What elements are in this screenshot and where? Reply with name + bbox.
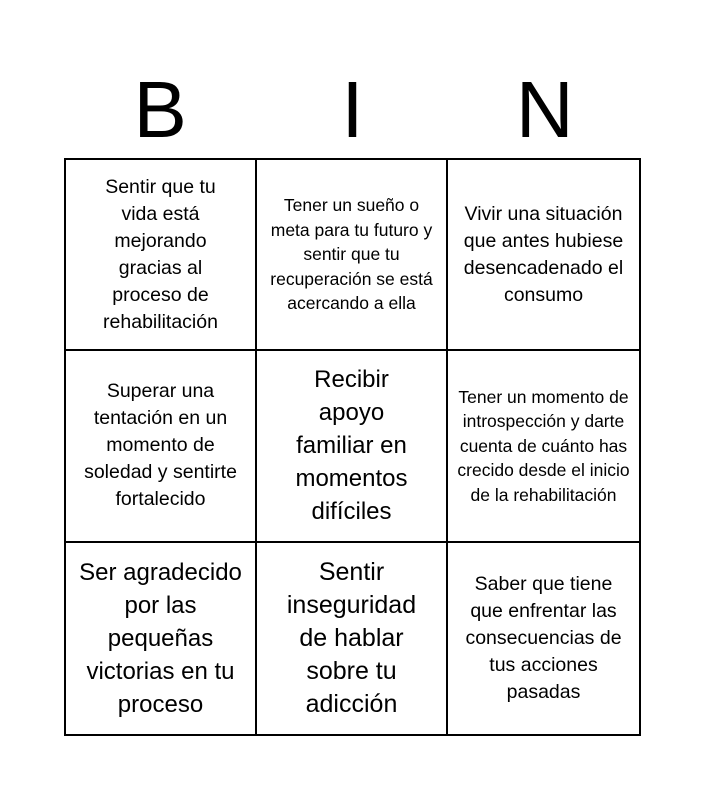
header-letter-n: N <box>515 65 574 154</box>
bingo-cell[interactable] <box>66 160 257 351</box>
bingo-cell-text: Sentir inseguridad de hablar sobre tu adicción <box>286 557 417 718</box>
bingo-cell[interactable] <box>448 543 639 734</box>
bingo-cell[interactable] <box>257 351 448 542</box>
bingo-cell-text: Recibir apoyo familiar en momentos difíciles <box>295 366 408 526</box>
header-letter-i: I <box>341 65 364 154</box>
header-letter-b: B <box>133 65 187 154</box>
bingo-cell[interactable] <box>448 160 639 351</box>
bingo-cell-text: Superar una tentación en un momento de soledad y sentirte fortalecido <box>84 380 237 511</box>
bingo-header <box>64 62 641 158</box>
bingo-cell-text: Tener un sueño o meta para tu futuro y sentir que tu recuperación se está acercando a ella <box>270 195 433 314</box>
bingo-cell-text: Tener un momento de introspección y darte cuenta de cuánto has crecido desde el inicio de la rehabilitación <box>457 386 630 505</box>
bingo-cell-text: Sentir que tu vida está mejorando gracias al proceso de rehabilitación <box>103 175 218 333</box>
bingo-cell-text: Vivir una situación que antes hubiese desencadenado el consumo <box>463 202 624 306</box>
bingo-cell[interactable] <box>448 351 639 542</box>
bingo-cell[interactable] <box>257 160 448 351</box>
bingo-cell[interactable] <box>66 351 257 542</box>
bingo-cell-text: Ser agradecido por las pequeñas victorias en tu proceso <box>79 558 242 718</box>
bingo-board <box>64 158 641 736</box>
bingo-cell-text: Saber que tiene que enfrentar las consecuencias de tus acciones pasadas <box>465 572 622 703</box>
bingo-cell[interactable] <box>66 543 257 734</box>
bingo-cell[interactable] <box>257 543 448 734</box>
